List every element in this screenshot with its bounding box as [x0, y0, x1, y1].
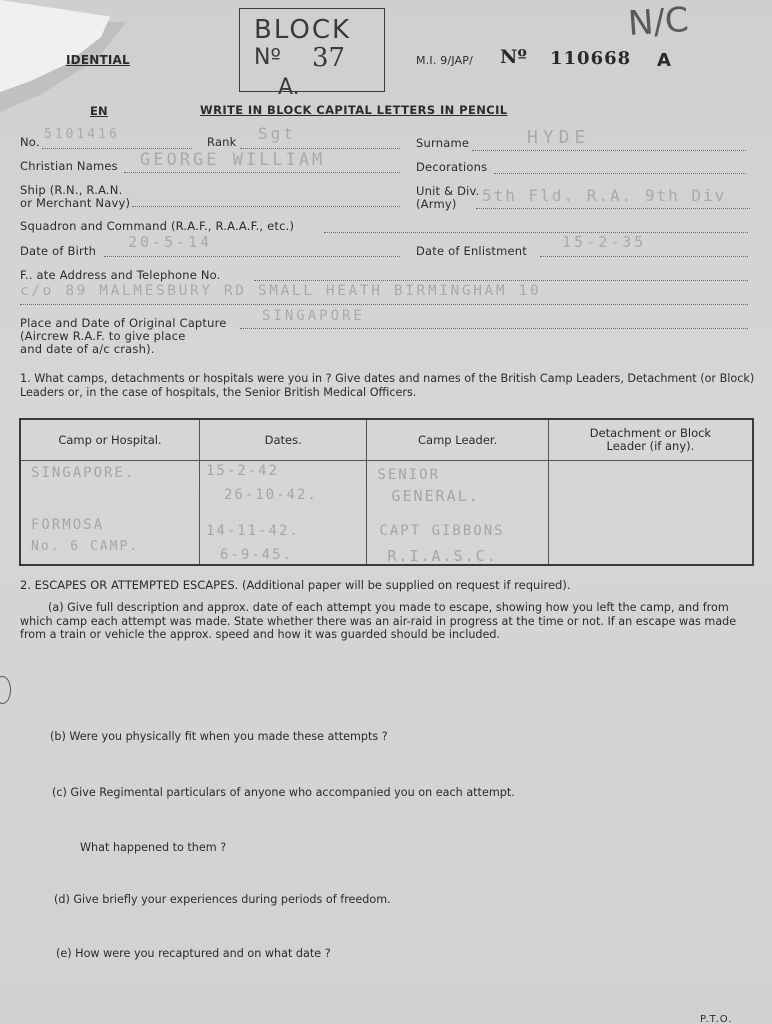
enlistment-value: 15-2-35 [562, 233, 647, 251]
dob-label: Date of Birth [20, 244, 97, 258]
rank-value: Sgt [258, 124, 296, 143]
surname-line [472, 150, 746, 151]
leader-entry: R.I.A.S.C. [387, 547, 498, 565]
stamp-line-3: A. [278, 75, 300, 100]
stamp-block-number: 37 [312, 43, 346, 73]
ship-line [132, 206, 400, 207]
question-2b: (b) Were you physically fit when you made these attempts ? [50, 730, 388, 743]
enlistment-label: Date of Enlistment [416, 244, 528, 258]
stamp-line-2: Nº [254, 45, 281, 70]
corner-text: EN [90, 104, 108, 118]
address-line-1 [254, 280, 748, 281]
leader-entry: GENERAL. [391, 487, 480, 505]
question-2c-followup: What happened to them ? [80, 841, 227, 854]
dob-value: 20-5-14 [128, 233, 213, 251]
date-entry: 14-11-42. [205, 523, 300, 539]
form-suffix: A [657, 50, 671, 71]
handwritten-mark: N/C [626, 0, 690, 45]
capture-value: SINGAPORE [262, 308, 365, 324]
christian-names-label: Christian Names [20, 159, 118, 173]
date-entry: 26-10-42. [223, 487, 318, 503]
question-2a: (a) Give full description and approx. date of each attempt you made to escape, showing how you left the camp, and from which camp each attempt was made. State whether there was an air-raid in progress at the time or not. If an escape was made from a train or vehicle the approx. speed and how it was guarded should be included. [20, 601, 737, 641]
christian-names-line [124, 172, 400, 173]
no-label: No. [20, 135, 40, 149]
capture-label-1: Place and Date of Original Capture [20, 316, 227, 330]
rank-line [240, 148, 400, 149]
no-line [42, 148, 192, 149]
leader-entry: CAPT GIBBONS [379, 523, 505, 539]
decorations-line [494, 173, 746, 174]
camp-entry: SINGAPORE. [31, 465, 136, 481]
squadron-line [324, 232, 748, 233]
address-value: c/o 89 MALMESBURY RD SMALL HEATH BIRMINGHAM 10 [20, 283, 542, 299]
camp-entry: No. 6 CAMP. [31, 539, 140, 554]
leader-entry: SENIOR [377, 467, 440, 483]
unit-value: 5th Fld. R.A. 9th Div [482, 186, 727, 205]
question-1: 1. What camps, detachments or hospitals were you in ? Give dates and names of the British Camp Leaders, Detachment (or Block) Leaders or, in the case of hospitals, the Senior British Medical Officers. [20, 372, 755, 399]
question-2e: (e) How were you recaptured and on what date ? [56, 947, 331, 960]
squadron-label: Squadron and Command (R.A.F., R.A.A.F., etc.) [20, 219, 295, 233]
question-2-title: 2. ESCAPES OR ATTEMPTED ESCAPES. (Additional paper will be supplied on request if required). [20, 578, 571, 592]
camp-cell [20, 461, 199, 566]
ship-label-2: or Merchant Navy) [20, 196, 131, 210]
enlistment-line [540, 256, 748, 257]
date-entry: 6-9-45. [219, 547, 293, 563]
leader-cell [367, 461, 548, 566]
instruction-heading: WRITE IN BLOCK CAPITAL LETTERS IN PENCIL [200, 103, 508, 117]
ref-code: M.I. 9/JAP/ [416, 54, 474, 67]
confidential-label: IDENTIAL [66, 53, 130, 67]
detachment-header: Detachment or Block Leader (if any). [548, 419, 753, 461]
christian-names-value: GEORGE WILLIAM [140, 150, 326, 170]
decorations-label: Decorations [416, 160, 488, 174]
dates-cell [199, 461, 366, 566]
address-label: F.. ate Address and Telephone No. [20, 268, 221, 282]
leader-header: Camp Leader. [367, 419, 548, 461]
capture-line [240, 328, 748, 329]
no-value: 5101416 [44, 127, 120, 142]
binding-hole [0, 676, 11, 704]
capture-label-3: and date of a/c crash). [20, 342, 155, 356]
question-2d: (d) Give briefly your experiences during periods of freedom. [54, 893, 391, 906]
unit-label-1: Unit & Div. [416, 184, 480, 198]
capture-label-2: (Aircrew R.A.F. to give place [20, 329, 186, 343]
pto-label: P.T.O. [700, 1014, 733, 1024]
camp-header: Camp or Hospital. [20, 419, 199, 461]
detachment-cell [548, 461, 753, 566]
rank-label: Rank [207, 135, 237, 149]
camp-entry: FORMOSA [31, 517, 105, 533]
unit-line [476, 208, 750, 209]
form-number: 110668 [550, 48, 632, 69]
stamp-line-1: BLOCK [254, 15, 352, 45]
unit-label-2: (Army) [416, 197, 457, 211]
question-2c: (c) Give Regimental particulars of anyone who accompanied you on each attempt. [52, 786, 515, 799]
surname-value: HYDE [527, 127, 591, 148]
camps-table-header [20, 419, 753, 461]
dates-header: Dates. [199, 419, 366, 461]
ship-label-1: Ship (R.N., R.A.N. [20, 183, 123, 197]
number-sign: Nº [500, 46, 527, 68]
address-line-2 [20, 304, 748, 305]
date-entry: 15-2-42 [205, 463, 279, 479]
camps-table [19, 418, 754, 566]
block-stamp [239, 8, 385, 100]
dob-line [104, 256, 400, 257]
surname-label: Surname [416, 136, 470, 150]
camps-table-row [20, 461, 753, 566]
